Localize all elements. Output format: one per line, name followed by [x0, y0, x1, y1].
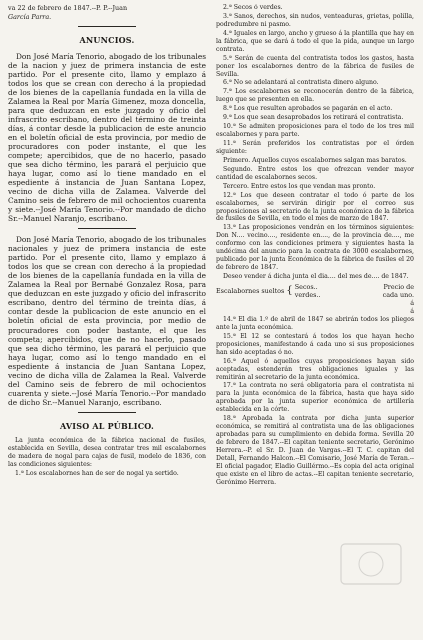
a-label-1: á	[410, 298, 414, 307]
heading-anuncios: ANUNCIOS.	[79, 35, 135, 46]
price-table-right	[383, 283, 414, 315]
conditions-list-c	[216, 316, 414, 487]
top-line-1: va 22 de febrero de 1847.--P. P.--Juan	[8, 4, 128, 12]
order-segundo: Segundo. Entre estos los que ofrezcan vender mayor cantidad de escalabornes secos.	[216, 165, 414, 181]
notice-divider-2	[78, 412, 136, 413]
notice-1: Don José María Tenorio, abogado de los tribunales de la nacion y juez de primera instancia de este partido. Por el presente cito, llamo y emplazo á todos los que se crean con derecho á la propiedad de los bienes de la capellanía fundada en la villa de Zalamea la Real por María Gimenez, moza doncella, para que deduzcan en este juzgado y oficio del infrascrito escribano, dentro del término de treinta días, á contar desde la publicacion de este anuncio en el boletín oficial de esta provincia, por medio de procuradores con poder instante, el que les compete; apercibidos, que de no hacerlo, pasado que sea dicho término, les parará el perjuicio que haya lugar, como así lo tiene mandado en el espediente á instancia de Juan Santana Lopez, vecino de dicha villa de Zalamea. Valverde del Camino seis de febrero de mil ochocientos cuarenta y siete.--José María Tenorio.--Por mandado de dicho Sr.--Manuel Naranjo, escribano.	[8, 51, 206, 224]
offer-line: Deseo vender á dicha junta el dia.... del mes de.... de 1847.	[223, 273, 409, 280]
cada-uno-label: cada uno.	[382, 290, 414, 299]
a-label-2: á	[410, 306, 414, 315]
condition-item: 2.ª Secos ó verdes.	[223, 4, 283, 11]
verdes-label: verdes..	[294, 290, 321, 299]
right-column	[216, 4, 414, 634]
condition-item: 8.ª Los que resulten aprobados se pagarán en el acto.	[223, 105, 393, 113]
top-line-2: García Parra.	[8, 13, 52, 22]
notice-2: Don José María Tenorio, abogado de los tribunales nacionales y juez de primera instancia de este partido. Por el presente cito, llamo y emplazo á todos los que se crean con derecho á la propiedad de los bienes de la capellanía fundada en la villa de Zalamea la Real por Bernabé Gonzalez Rosa, para que deduzcan en este juzgado y oficio del infrascrito escribano, dentro del término de treinta días, á contar desde la publicacion de este anuncio en el boletín oficial de esta provincia, por medio de procuradores con poder bastante, el que les competa; apercibidos, que de no hacerlo, pasado que sea dicho término, les parará el perjuicio que haya lugar, como así lo tengo mandado en el espediente á instancia de Juan Santana Lopez, vecino de dicha villa de Zalamea la Real. Valverde del Camino seis de febrero de mil ochocientos cuarenta y siete.--José María Tenorio.--Por mandado de dicho Sr.--Manuel Naranjo, escribano.	[8, 235, 206, 407]
left-column	[8, 4, 206, 634]
condition-item: 6.ª No se adelantará al contratista dinero alguno.	[223, 79, 379, 87]
brace-icon: {	[286, 284, 293, 296]
condition-item: 13.ª Las proposiciones vendrán en los términos siguientes: Don N.... vecino...., residente en...., de la provincia de...., me conformo con las condiciones primera y siguientes hasta la undécima del anuncio para la contrata de 3000 escalabornes, publicado por la junta Económica de la fábrica de fusiles el 20 de febrero de 1847.	[216, 224, 414, 272]
condition-item: 3.ª Sanos, derechos, sin nudos, venteaduras, grietas, polilla, podredumbre ni pasmo.	[216, 12, 414, 28]
condition-item: 14.ª El dia 1.º de abril de 1847 se abrirán todos los pliegos ante la junta económica.	[216, 315, 414, 331]
aviso-paragraph-1: La junta económica de la fábrica nacional de fusiles, establecida en Sevilla, desea contratar tres mil escalabornes de madera de nogal para cajas de fusil, modelo de 1836, con las condiciones siguientes:	[8, 437, 206, 468]
condition-item: 5.ª Serán de cuenta del contratista todos los gastos, hasta poner los escalabornes dentro de la fábrica de fusiles de Sevilla.	[216, 54, 414, 78]
condition-item: 10.ª Se admiten proposiciones para el todo de los tres mil escalabornes y para parte.	[216, 123, 414, 139]
heading-aviso: AVISO AL PÚBLICO.	[60, 420, 154, 431]
condition-item: 17.ª La contrata no será obligatoria para el contratista ni para la junta económica de la fábrica, hasta que haya sido aprobada por la junta superior económica de artillería establecida en la córte.	[216, 382, 414, 414]
condition-item: 7.ª Los escalabornes se reconocerán dentro de la fábrica, luego que se presenten en ella.	[216, 88, 414, 104]
condition-item: 16.ª Aquel ó aquellos cuyas proposiciones hayan sido aceptadas, estenderán tres obligaciones iguales y las remitirán al secretario de la junta económica.	[216, 357, 414, 381]
price-table	[216, 283, 414, 315]
conditions-list-a	[216, 4, 414, 156]
secos-label: Secos..	[294, 282, 318, 291]
condition-item: 18.ª Aprobada la contrata por dicha junta superior económica, se remitirá al contratista una de las obligaciones aprobadas para su cumplimiento en debida forma. Sevilla 20 de febrero de 1847.--El capitan teniente secretario, Gerónimo Herrera.--P. el Sr. D. Juan de Vargas.--El T. C. capitan del Detall, Fernando Halcon.--El Comisario, José María de Teran.--El oficial pagador, Eladio Guillérmo.--Es copia del acta original que existe en el libro de actas.--El capitan teniente secretario, Gerónimo Herrera.	[216, 415, 414, 486]
condition-item: 9.ª Los que sean desaprobados los retirará el contratista.	[223, 114, 404, 122]
condition-item: 15.ª El 12 se contestará á todos los que hayan hecho proposiciones, manifestando á cada uno si sus proposiciones han sido aceptadas ó no.	[216, 332, 414, 356]
escalabornes-sueltos-label: Escalabornes sueltos	[216, 286, 285, 295]
condition-item: 12.ª Los que deseen contratar el todo ó parte de los escalabornes, se servirán dirigir por el correo sus proposiciones al secretario de la junta económica de la fábrica de fusiles de Sevilla, en todo el mes de marzo de 1847.	[216, 191, 414, 223]
order-primero: Primero. Aquellos cuyos escalabornes salgan mas baratos.	[223, 156, 407, 164]
section-divider	[78, 26, 136, 27]
condition-item: 11.ª Serán preferidos los contratistas por el órden siguiente:	[216, 140, 414, 155]
conditions-list-b	[216, 192, 414, 272]
order-tercero: Tercero. Entre estos los que vendan mas pronto.	[223, 182, 376, 190]
aviso-paragraph-2: 1.ª Los escalabornes han de ser de nogal ya sertido.	[15, 469, 179, 477]
condition-item: 4.ª Iguales en largo, ancho y grueso á la plantilla que hay en la fábrica, que se dará á todo el que la pida, aunque un largo contrata.	[216, 29, 414, 53]
notice-divider	[78, 228, 136, 229]
archive-stamp-icon	[339, 542, 403, 586]
price-table-left	[216, 283, 320, 299]
two-column-layout	[8, 4, 415, 634]
precio-de-label: Precio de	[383, 282, 414, 291]
